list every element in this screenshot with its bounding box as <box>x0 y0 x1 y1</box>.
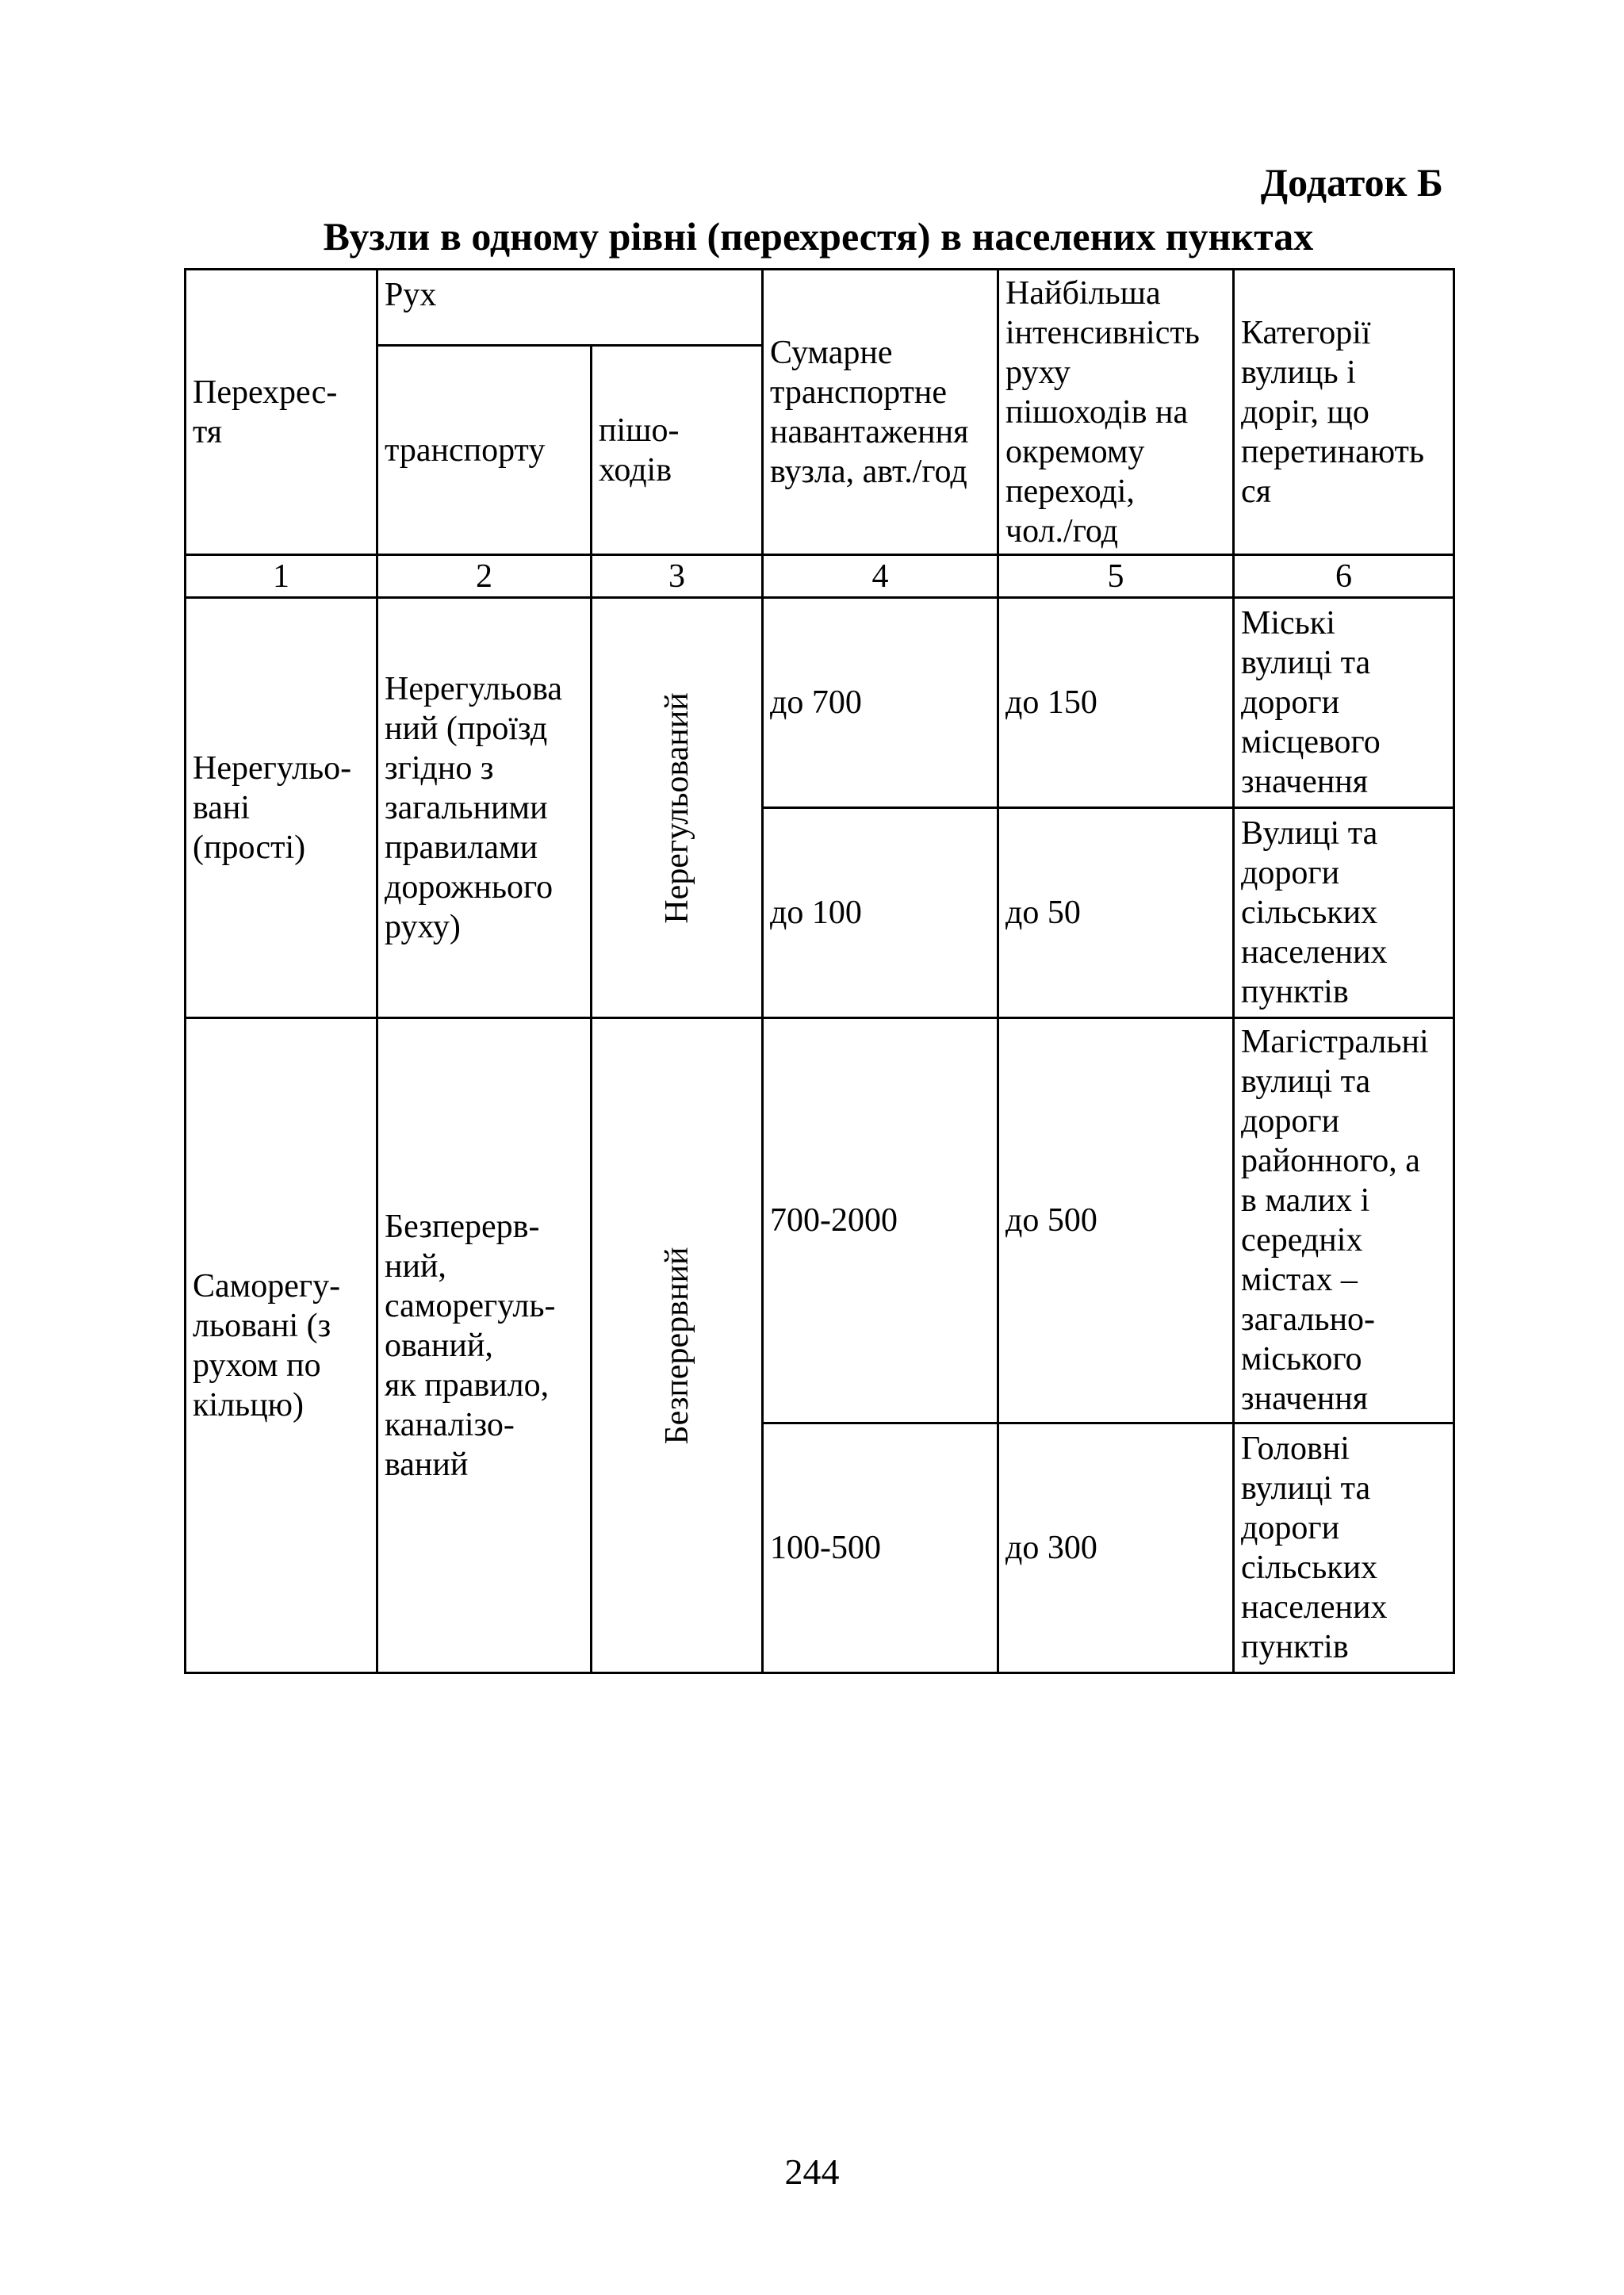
total-load-cell: 700-2000 <box>763 1018 998 1423</box>
intersection-type-cell: Саморегу- льовані (з рухом по кільцю) <box>186 1018 377 1673</box>
header-pedestrian-intensity: Найбільша інтенсивність руху пішоходів на окремому переході, чол./год <box>998 270 1234 555</box>
header-pedestrians: пішо- ходів <box>592 346 763 555</box>
intersection-table <box>184 268 1455 1674</box>
transport-movement-cell: Безперерв- ний, саморегуль- ований, як правило, каналізо- ваний <box>377 1018 592 1673</box>
column-number: 2 <box>377 555 592 598</box>
pedestrian-movement-text: Нерегульований <box>658 692 695 924</box>
column-number: 4 <box>763 555 998 598</box>
pedestrian-intensity-cell: до 50 <box>998 808 1234 1018</box>
pedestrian-movement-cell <box>592 1018 763 1673</box>
column-number: 5 <box>998 555 1234 598</box>
total-load-cell: 100-500 <box>763 1423 998 1673</box>
intersection-type-cell: Нерегульо- вані (прості) <box>186 598 377 1018</box>
header-transport: транспорту <box>377 346 592 555</box>
header-total-load: Сумарне транспортне навантаження вузла, авт./год <box>763 270 998 555</box>
column-number: 6 <box>1234 555 1454 598</box>
pedestrian-intensity-cell: до 150 <box>998 598 1234 808</box>
street-category-cell: Магістральні вулиці та дороги районного, а в малих і середніх містах – загально- міського значення <box>1234 1018 1454 1423</box>
street-category-cell: Головні вулиці та дороги сільських населених пунктів <box>1234 1423 1454 1673</box>
header-movement: Рух <box>377 270 763 346</box>
header-intersection: Перехрес- тя <box>186 270 377 555</box>
table-title: Вузли в одному рівні (перехрестя) в населених пунктах <box>323 214 1314 259</box>
transport-movement-cell: Нерегульова ний (проїзд згідно з загальними правилами дорожнього руху) <box>377 598 592 1018</box>
total-load-cell: до 700 <box>763 598 998 808</box>
pedestrian-movement-cell <box>592 598 763 1018</box>
street-category-cell: Вулиці та дороги сільських населених пунктів <box>1234 808 1454 1018</box>
pedestrian-intensity-cell: до 500 <box>998 1018 1234 1423</box>
street-category-cell: Міські вулиці та дороги місцевого значення <box>1234 598 1454 808</box>
pedestrian-intensity-cell: до 300 <box>998 1423 1234 1673</box>
appendix-title: Додаток Б <box>1260 160 1443 205</box>
pedestrian-movement-text: Безперервний <box>658 1247 695 1444</box>
page-number: 244 <box>784 2151 840 2192</box>
header-street-categories: Категорії вулиць і доріг, що перетинають ся <box>1234 270 1454 555</box>
column-number: 3 <box>592 555 763 598</box>
column-number: 1 <box>186 555 377 598</box>
total-load-cell: до 100 <box>763 808 998 1018</box>
